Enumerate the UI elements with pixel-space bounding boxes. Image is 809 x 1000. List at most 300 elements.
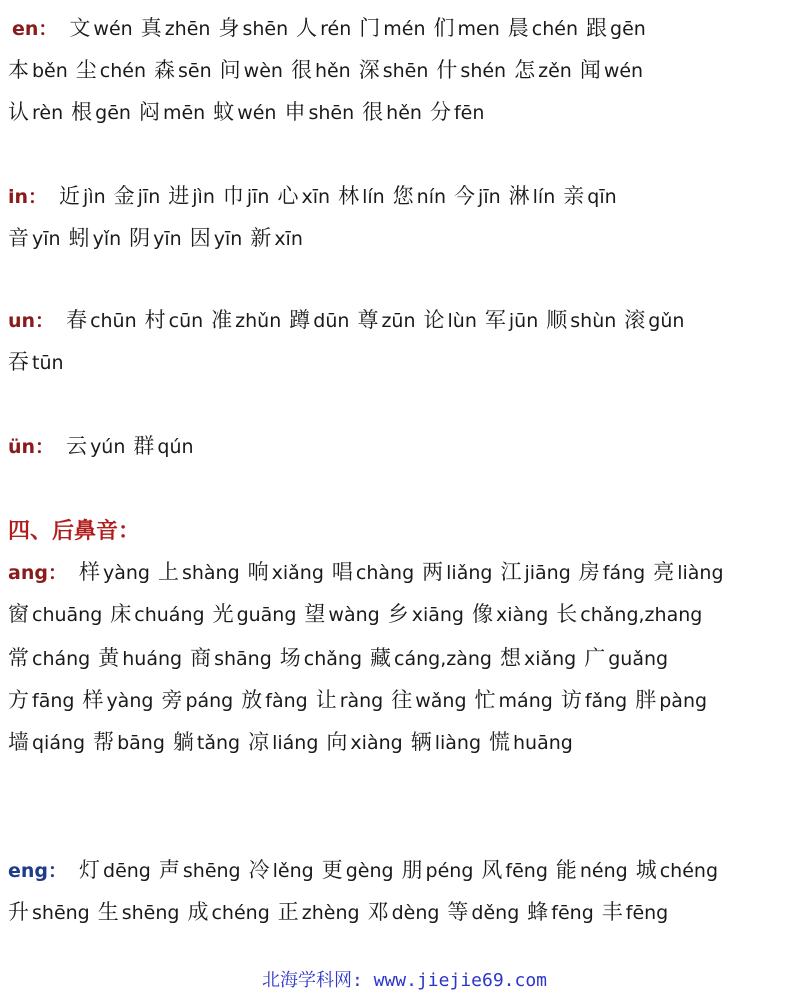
hanzi: 认 — [8, 100, 29, 124]
pinyin: guǎng — [608, 648, 669, 670]
character-entry — [8, 728, 85, 757]
character-entry — [424, 306, 477, 335]
character-entry — [168, 182, 215, 211]
character-entry — [190, 224, 243, 253]
pinyin: péng — [425, 860, 474, 882]
hanzi: 升 — [8, 900, 29, 924]
character-entry — [332, 558, 414, 587]
pinyin: fǎng — [584, 690, 628, 712]
hanzi: 样 — [82, 688, 104, 712]
hanzi: 跟 — [586, 16, 608, 40]
character-entry — [563, 182, 616, 211]
hanzi: 向 — [326, 730, 348, 754]
pinyin: lín — [532, 186, 556, 208]
character-entry — [362, 98, 422, 127]
pinyin: cūn — [168, 310, 204, 332]
pinyin: qīn — [587, 186, 617, 208]
section-heading-back-nasal: 四、后鼻音： — [8, 518, 141, 544]
hanzi: 旁 — [161, 688, 183, 712]
character-entry — [79, 856, 151, 885]
pinyin: yún — [90, 436, 126, 458]
pinyin: lín — [362, 186, 385, 208]
hanzi: 声 — [158, 858, 180, 882]
pinyin: yīn — [32, 228, 61, 250]
pinyin: fēng — [551, 902, 594, 924]
pinyin: fēng — [505, 860, 548, 882]
hanzi: 尊 — [357, 308, 379, 332]
pinyin: pàng — [659, 690, 708, 712]
character-entry — [359, 14, 425, 43]
character-entry — [546, 306, 616, 335]
hanzi: 窗 — [8, 602, 29, 626]
character-entry — [561, 686, 627, 715]
character-entry — [141, 14, 211, 43]
pinyin: wèn — [243, 60, 283, 82]
pinyin-line-un — [0, 306, 809, 335]
hanzi: 藏 — [370, 646, 391, 670]
character-entry — [8, 348, 64, 377]
hanzi: 房 — [578, 560, 600, 584]
character-entry — [211, 306, 281, 335]
pinyin: gēn — [610, 18, 646, 40]
pinyin: yàng — [102, 562, 150, 584]
hanzi: 蚓 — [68, 226, 90, 250]
pinyin: lùn — [447, 310, 477, 332]
hanzi: 们 — [433, 16, 455, 40]
character-entry — [447, 898, 519, 927]
character-entry — [8, 686, 74, 715]
hanzi: 云 — [66, 434, 88, 458]
section-label-eng: eng： — [8, 860, 68, 882]
character-entry — [110, 600, 204, 629]
pinyin-line-ang — [0, 686, 809, 715]
pinyin: fēn — [453, 102, 485, 124]
pinyin-line-en — [0, 98, 809, 127]
pinyin: guāng — [236, 604, 297, 626]
hanzi: 村 — [144, 308, 166, 332]
hanzi: 忙 — [474, 688, 496, 712]
pinyin: zhǔn — [235, 310, 282, 332]
pinyin: yīn — [213, 228, 243, 250]
character-entry — [241, 686, 307, 715]
hanzi: 您 — [392, 184, 414, 208]
pinyin: shēng — [182, 860, 241, 882]
character-entry — [154, 56, 212, 85]
character-entry — [500, 558, 570, 587]
pinyin: hěn — [386, 102, 422, 124]
hanzi: 申 — [284, 100, 306, 124]
character-entry — [402, 856, 474, 885]
footer-watermark: 北海学科网: www.jiejie69.com — [261, 970, 548, 991]
character-entry — [190, 644, 272, 673]
character-entry — [114, 182, 161, 211]
character-entry — [291, 56, 351, 85]
character-entry — [59, 182, 106, 211]
character-entry — [248, 558, 324, 587]
hanzi: 邓 — [367, 900, 389, 924]
pinyin: xīn — [301, 186, 331, 208]
character-entry — [79, 558, 150, 587]
pinyin: jīn — [137, 186, 161, 208]
pinyin: shēn — [242, 18, 289, 40]
hanzi: 亲 — [563, 184, 585, 208]
character-entry — [527, 898, 593, 927]
hanzi: 今 — [454, 184, 476, 208]
character-entry — [411, 728, 481, 757]
hanzi: 成 — [187, 900, 209, 924]
pinyin: bāng — [117, 732, 165, 754]
hanzi: 胖 — [635, 688, 657, 712]
hanzi: 尘 — [75, 58, 97, 82]
pinyin: rén — [320, 18, 352, 40]
character-entry — [481, 856, 547, 885]
hanzi: 森 — [154, 58, 176, 82]
character-entry — [635, 686, 707, 715]
character-entry — [338, 182, 385, 211]
hanzi: 墙 — [8, 730, 29, 754]
hanzi: 林 — [338, 184, 360, 208]
hanzi: 怎 — [514, 58, 536, 82]
character-entry — [158, 558, 240, 587]
character-entry — [357, 306, 415, 335]
pinyin: gēn — [95, 102, 131, 124]
character-entry — [93, 728, 165, 757]
character-entry — [454, 182, 501, 211]
character-entry — [71, 98, 131, 127]
hanzi: 风 — [481, 858, 503, 882]
section-label-un: un： — [8, 310, 55, 332]
character-entry — [76, 56, 146, 85]
character-entry — [278, 898, 360, 927]
pinyin: wén — [93, 18, 133, 40]
character-entry — [624, 306, 684, 335]
pinyin-line-ang — [0, 644, 809, 673]
hanzi: 访 — [560, 688, 582, 712]
pinyin: běn — [32, 60, 68, 82]
hanzi: 吞 — [8, 350, 29, 374]
hanzi: 闷 — [138, 100, 160, 124]
pinyin: chuāng — [32, 604, 103, 626]
hanzi: 蜂 — [527, 900, 549, 924]
character-entry — [316, 686, 384, 715]
pinyin: rèn — [32, 102, 64, 124]
hanzi: 辆 — [410, 730, 432, 754]
character-entry — [370, 644, 492, 673]
hanzi: 蹲 — [289, 308, 311, 332]
pinyin: shàng — [181, 562, 240, 584]
character-entry — [289, 306, 349, 335]
hanzi: 近 — [59, 184, 81, 208]
hanzi: 论 — [423, 308, 445, 332]
pinyin: jīn — [246, 186, 270, 208]
pinyin: fáng — [602, 562, 646, 584]
pinyin-line-in — [0, 224, 809, 253]
hanzi: 床 — [110, 602, 132, 626]
character-entry — [388, 600, 464, 629]
hanzi: 凉 — [248, 730, 270, 754]
hanzi: 进 — [168, 184, 190, 208]
pinyin: jūn — [508, 310, 539, 332]
hanzi: 金 — [113, 184, 135, 208]
hanzi: 问 — [219, 58, 241, 82]
character-entry — [8, 98, 63, 127]
pinyin: chuáng — [134, 604, 205, 626]
pinyin: děng — [471, 902, 520, 924]
hanzi: 城 — [635, 858, 657, 882]
character-entry — [393, 182, 446, 211]
pinyin-line-ang — [0, 728, 809, 757]
character-entry — [69, 14, 132, 43]
pinyin: chén — [531, 18, 579, 40]
character-entry — [8, 644, 90, 673]
hanzi: 像 — [472, 602, 493, 626]
hanzi: 样 — [78, 560, 100, 584]
hanzi: 让 — [315, 688, 337, 712]
hanzi: 深 — [358, 58, 380, 82]
pinyin: xīn — [274, 228, 303, 250]
character-entry — [500, 644, 576, 673]
hanzi: 生 — [97, 900, 119, 924]
pinyin: jiāng — [524, 562, 571, 584]
pinyin: néng — [579, 860, 628, 882]
hanzi: 响 — [247, 560, 269, 584]
character-entry — [436, 56, 506, 85]
pinyin: chǎng — [303, 648, 362, 670]
hanzi: 商 — [190, 646, 212, 670]
pinyin: yàng — [106, 690, 154, 712]
pinyin: huāng — [513, 732, 573, 754]
character-entry — [250, 224, 303, 253]
pinyin: páng — [185, 690, 234, 712]
pinyin: wén — [237, 102, 277, 124]
character-entry — [248, 728, 318, 757]
hanzi: 新 — [250, 226, 272, 250]
pinyin: men — [457, 18, 500, 40]
pinyin-line-ang — [0, 600, 809, 629]
character-entry — [145, 306, 204, 335]
pinyin: fāng — [32, 690, 75, 712]
pinyin: wǎng — [415, 690, 467, 712]
hanzi: 帮 — [93, 730, 115, 754]
pinyin: ràng — [339, 690, 384, 712]
hanzi: 门 — [359, 16, 381, 40]
pinyin: xiǎng — [523, 648, 577, 670]
hanzi: 春 — [66, 308, 88, 332]
pinyin: wàng — [328, 604, 380, 626]
hanzi: 慌 — [489, 730, 511, 754]
pinyin: shùn — [570, 310, 617, 332]
pinyin: zhèng — [301, 902, 360, 924]
hanzi: 更 — [321, 858, 343, 882]
character-entry — [636, 856, 718, 885]
pinyin: hěn — [314, 60, 351, 82]
character-entry — [161, 686, 233, 715]
hanzi: 因 — [189, 226, 211, 250]
hanzi: 冷 — [248, 858, 270, 882]
character-entry — [223, 182, 270, 211]
pinyin: shāng — [214, 648, 272, 670]
pinyin-line-en — [0, 14, 809, 43]
hanzi: 朋 — [401, 858, 423, 882]
character-entry — [508, 14, 578, 43]
pinyin-line-eng — [0, 898, 809, 927]
character-entry — [584, 644, 668, 673]
pinyin-line-eng — [0, 856, 809, 885]
character-entry — [8, 224, 61, 253]
character-entry — [434, 14, 500, 43]
character-entry — [159, 856, 241, 885]
pinyin: qiáng — [32, 732, 86, 754]
pinyin: zhēn — [164, 18, 211, 40]
character-entry — [475, 686, 553, 715]
pinyin: yǐn — [92, 228, 122, 250]
character-entry — [284, 98, 354, 127]
character-entry — [129, 224, 182, 253]
character-entry — [556, 600, 702, 629]
pinyin: liàng — [677, 562, 724, 584]
hanzi: 顺 — [546, 308, 568, 332]
character-entry — [98, 644, 182, 673]
hanzi: 常 — [8, 646, 29, 670]
character-entry — [69, 224, 122, 253]
pinyin: xiàng — [496, 604, 549, 626]
character-entry — [509, 182, 556, 211]
hanzi: 文 — [69, 16, 91, 40]
section-label-vn: ün： — [8, 436, 55, 458]
character-entry — [304, 600, 379, 629]
character-entry — [556, 856, 628, 885]
hanzi: 江 — [500, 560, 522, 584]
character-entry — [579, 558, 645, 587]
character-entry — [8, 600, 102, 629]
hanzi: 灯 — [79, 858, 101, 882]
pinyin: chén — [99, 60, 147, 82]
pinyin: xiǎng — [271, 562, 324, 584]
section-label-in: in： — [8, 186, 48, 208]
pinyin: dēng — [103, 860, 151, 882]
hanzi: 准 — [211, 308, 233, 332]
hanzi: 方 — [8, 688, 29, 712]
character-entry — [213, 98, 276, 127]
hanzi: 黄 — [98, 646, 120, 670]
character-entry — [602, 898, 668, 927]
pinyin: gèng — [345, 860, 394, 882]
pinyin: cáng,zàng — [394, 648, 492, 670]
hanzi: 人 — [296, 16, 318, 40]
pinyin: tǎng — [196, 732, 241, 754]
pinyin: zěn — [538, 60, 572, 82]
hanzi: 想 — [499, 646, 521, 670]
pinyin-line-un — [0, 348, 809, 377]
pinyin-line-ang — [0, 558, 809, 587]
hanzi: 往 — [391, 688, 413, 712]
character-entry — [326, 728, 402, 757]
character-entry — [66, 432, 125, 461]
hanzi: 晨 — [507, 16, 529, 40]
character-entry — [8, 898, 90, 927]
hanzi: 正 — [277, 900, 299, 924]
character-entry — [580, 56, 643, 85]
pinyin: chéng — [659, 860, 719, 882]
pinyin: tūn — [32, 352, 64, 374]
pinyin: chéng — [211, 902, 270, 924]
hanzi: 丰 — [601, 900, 623, 924]
character-entry — [173, 728, 240, 757]
hanzi: 分 — [429, 100, 451, 124]
character-entry — [220, 56, 283, 85]
hanzi: 身 — [218, 16, 240, 40]
character-entry — [139, 98, 205, 127]
hanzi: 等 — [447, 900, 469, 924]
character-entry — [8, 56, 68, 85]
hanzi: 上 — [157, 560, 179, 584]
pinyin: shēng — [121, 902, 180, 924]
character-entry — [187, 898, 269, 927]
section-label-ang: ang： — [8, 562, 67, 584]
hanzi: 两 — [422, 560, 444, 584]
character-entry — [296, 14, 351, 43]
pinyin: chūn — [90, 310, 137, 332]
character-entry — [66, 306, 137, 335]
pinyin-line-en — [0, 56, 809, 85]
hanzi: 真 — [140, 16, 162, 40]
character-entry — [586, 14, 646, 43]
pinyin-line-in — [0, 182, 809, 211]
character-entry — [213, 600, 297, 629]
hanzi: 很 — [362, 100, 384, 124]
character-entry — [472, 600, 548, 629]
hanzi: 根 — [71, 100, 93, 124]
pinyin: chàng — [355, 562, 415, 584]
pinyin: xiàng — [350, 732, 403, 754]
pinyin: liàng — [434, 732, 482, 754]
hanzi: 亮 — [653, 560, 675, 584]
character-entry — [322, 856, 394, 885]
pinyin: jīn — [478, 186, 501, 208]
character-entry — [133, 432, 193, 461]
character-entry — [485, 306, 538, 335]
hanzi: 很 — [290, 58, 312, 82]
pinyin: fēng — [625, 902, 669, 924]
pinyin: huáng — [122, 648, 183, 670]
hanzi: 长 — [556, 602, 578, 626]
hanzi: 放 — [241, 688, 263, 712]
pinyin: fàng — [265, 690, 308, 712]
hanzi: 心 — [277, 184, 299, 208]
hanzi: 躺 — [172, 730, 194, 754]
character-entry — [98, 898, 180, 927]
character-entry — [218, 14, 288, 43]
character-entry — [277, 182, 330, 211]
hanzi: 淋 — [508, 184, 530, 208]
pinyin: wén — [603, 60, 644, 82]
character-entry — [249, 856, 314, 885]
pinyin: shén — [460, 60, 507, 82]
hanzi: 乡 — [387, 602, 409, 626]
pinyin: liǎng — [446, 562, 493, 584]
character-entry — [653, 558, 723, 587]
character-entry — [514, 56, 572, 85]
pinyin: chǎng,zhang — [580, 604, 703, 626]
hanzi: 军 — [484, 308, 506, 332]
hanzi: 本 — [8, 58, 29, 82]
pinyin: nín — [416, 186, 447, 208]
hanzi: 闻 — [579, 58, 601, 82]
hanzi: 阴 — [129, 226, 151, 250]
pinyin: yīn — [153, 228, 182, 250]
character-entry — [391, 686, 466, 715]
character-entry — [430, 98, 484, 127]
